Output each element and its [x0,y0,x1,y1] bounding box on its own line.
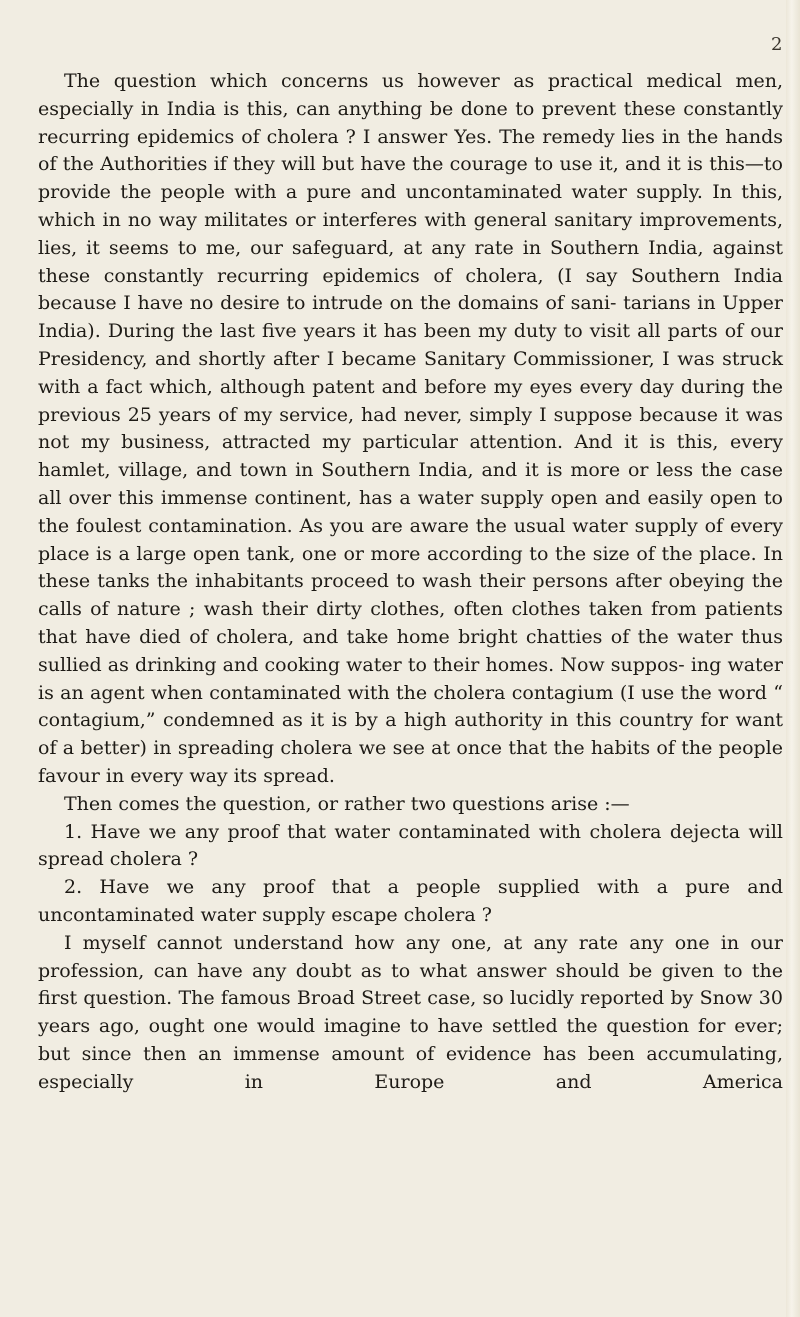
list-item-1: 1. Have we any proof that water contaminated with cholera dejecta will spread cholera ? [38,820,783,871]
page-number: 2 [771,34,783,55]
page-edge [786,0,800,1317]
body-text [38,68,783,1096]
list-item-2: 2. Have we any proof that a people supplied with a pure and uncontaminated water supply escape cholera ? [38,876,783,926]
paragraph-2: Then comes the question, or rather two questions arise :— [64,792,630,815]
paragraph-3: I myself cannot understand how any one, at any rate any one in our profession, can have any doubt as to what answer should be given to the first question. The famous Broad Street case, so lucidly reported by Snow 30 years ago, ought one would imagine to have settled the question for ever; but since then an immense amount of evidence has been accumulating, especially in Europe and America [38,931,783,1093]
paragraph-1: The question which concerns us however as practical medical men, especially in India is this, can anything be done to prevent these constantly recurring epidemics of cholera ? I answer Yes. The remedy lies in the hands of the Authorities if they will but have the courage to use it, and it is this—to provide the people with a pure and uncontaminated water supply. In this, which in no way militates or interferes with general sanitary improvements, lies, it seems to me, our safeguard, at any rate in Southern India, against these constantly recurring epidemics of cholera, (I say Southern India because I have no desire to intrude on the domains of sani- tarians in Upper India). During the last five years it has been my duty to visit all parts of our Presidency, and shortly after I became Sanitary Commissioner, I was struck with a fact which, although patent and before my eyes every day during the previous 25 years of my service, had never, simply I suppose because it was not my business, attracted my particular attention. And it is this, every hamlet, village, and town in Southern India, and it is more or less the case all over this immense continent, has a water supply open and easily open to the foulest contamination. As you are aware the usual water supply of every place is a large open tank, one or more according to the size of the place. In these tanks the inhabitants proceed to wash their persons after obeying the calls of nature ; wash their dirty clothes, often clothes taken from patients that have died of cholera, and take home bright chatties of the water thus sullied as drinking and cooking water to their homes. Now suppos- ing water is an agent when contaminated with the cholera contagium (I use the word “ contagium,” condemned as it is by a high authority in this country for want of a better) in spreading cholera we see at once that the habits of the people favour in every way its spread. [38,70,783,787]
